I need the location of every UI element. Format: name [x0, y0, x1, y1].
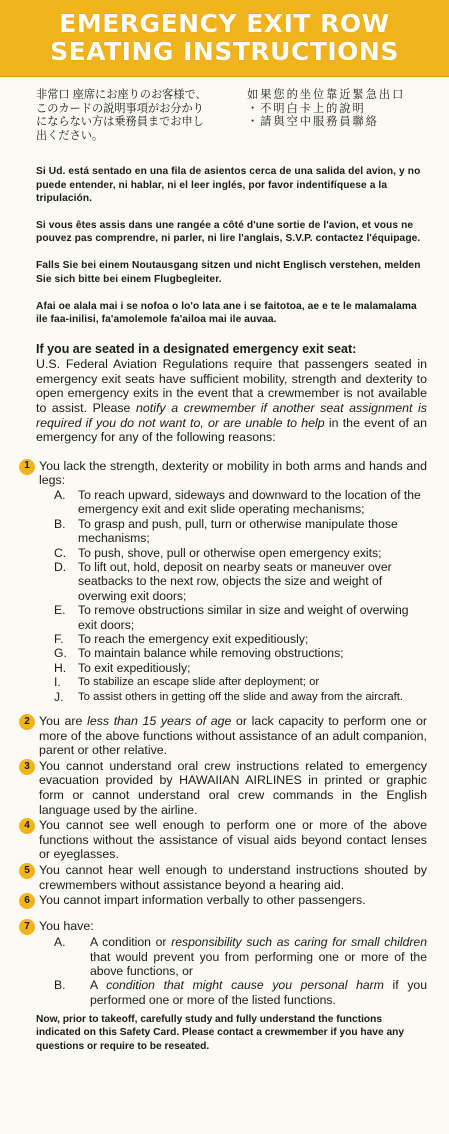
number-badge: 2 — [19, 714, 35, 730]
list-item: 1 You lack the strength, dexterity or mobility in both arms and hands and legs: — [36, 459, 427, 488]
list-item: 7 You have: — [36, 919, 427, 935]
sub-item-letter: E. — [54, 603, 66, 618]
number-badge: 6 — [19, 893, 35, 909]
sub-item-text: To reach upward, sideways and downward to the location of the emergency exit and exit slide operating mechanisms; — [78, 487, 421, 517]
card-header — [0, 0, 449, 77]
sub-item-text: To grasp and push, pull, turn or otherwise manipulate those mechanisms; — [78, 516, 398, 546]
sub-item-text: A condition or responsibility such as caring for small children that would prevent you from performing one or more of the above functions, or — [90, 935, 427, 978]
japanese-line: 非常口 座席にお座りのお客様で、 — [36, 89, 207, 101]
chinese-line: ・不明白卡上的說明 — [247, 102, 366, 115]
number-badge: 3 — [19, 759, 35, 775]
header-title-line2: SEATING INSTRUCTIONS — [50, 37, 399, 66]
sub-item — [54, 560, 427, 603]
section-title: If you are seated in a designated emergency exit seat: — [36, 342, 357, 357]
list-item: 4 You cannot see well enough to perform one or more of the above functions without the assistance of visual aids beyond contact lenses or eyeglasses. — [36, 818, 427, 862]
number-badge: 5 — [19, 863, 35, 879]
sub-item-letter: A. — [54, 487, 66, 502]
sub-item-letter: C. — [54, 545, 67, 560]
section-intro: U.S. Federal Aviation Regulations require that passengers seated in emergency exit seats have sufficient mobility, strength and dexterity to open emergency exits in the event that a crewmember is not available to assist. Please notify a crewmember if another seat assignment is required if you do not want to, or are unable to help in the event of an emergency for any of the following reasons: — [36, 357, 427, 445]
samoan-notice: Afai oe alala mai i se nofoa o lo'o lata ane i se faitotoa, ae e te le malamalama ile faa-inilisi, fa'amolemole fa'ailoa mai ile auvaa. — [36, 300, 417, 325]
japanese-line: にならない方は乗務員までお申し — [36, 116, 204, 129]
sub-item — [54, 978, 427, 1007]
sub-item — [54, 646, 427, 660]
sub-item — [54, 488, 427, 517]
sub-item-letter: H. — [54, 660, 67, 675]
sub-item-letter: B. — [54, 516, 66, 531]
sub-item — [54, 661, 427, 675]
sublist-abilities — [36, 488, 427, 704]
sub-item — [54, 675, 427, 689]
sub-item-letter: I. — [54, 675, 61, 690]
sub-item-text: To maintain balance while removing obstructions; — [78, 646, 344, 661]
sub-item-letter: B. — [54, 978, 66, 993]
japanese-line: 出ください。 — [36, 129, 104, 142]
number-badge: 4 — [19, 818, 35, 834]
sub-item — [54, 632, 427, 646]
sub-item-text: To lift out, hold, deposit on nearby seats or maneuver over seatbacks to the next row, objects the size and weight of overwing exit doors; — [78, 559, 392, 603]
sub-item-letter: A. — [54, 935, 66, 950]
sub-item — [54, 690, 427, 704]
list-item: 5 You cannot hear well enough to understand instructions shouted by crewmembers without assistance beyond a hearing aid. — [36, 863, 427, 892]
sub-item-text: To reach the emergency exit expeditiously; — [78, 632, 309, 647]
sub-item-text: To assist others in getting off the slide and away from the aircraft. — [78, 690, 404, 703]
spanish-notice: Si Ud. está sentado en una fila de asientos cerca de una salida del avion, y no puede entender, ni hablar, ni el leer inglés, por favor indentifíquese a la tripulación. — [36, 166, 421, 204]
japanese-line: このカードの説明事項がお分かり — [36, 102, 204, 115]
french-notice: Si vous êtes assis dans une rangée a côté d'une sortie de l'avion, et vous ne pouvez pas comprendre, ni parler, ni lire l'anglais, S.V.P. contactez l'équipage. — [36, 219, 421, 245]
number-badge: 1 — [19, 459, 35, 475]
sub-item — [54, 517, 427, 546]
german-notice: Falls Sie bei einem Noutausgang sitzen und nicht Englisch verstehen, melden Sie sich bitte bei einem Flugbegleiter. — [36, 260, 421, 285]
sub-item-text: To remove obstructions similar in size and weight of overwing exit doors; — [78, 603, 409, 632]
sub-item-letter: D. — [54, 559, 67, 574]
number-badge: 7 — [19, 919, 35, 935]
sub-item-letter: F. — [54, 632, 64, 647]
sub-item-text: To exit expeditiously; — [78, 660, 191, 675]
sub-item — [54, 603, 427, 632]
chinese-notice — [247, 89, 427, 143]
sub-item-text: To push, shove, pull or otherwise open emergency exits; — [78, 545, 382, 560]
sub-item-text: A condition that might cause you personal harm if you performed one or more of the listed functions. — [90, 978, 427, 1007]
sub-item-text: To stabilize an escape slide after deployment; or — [78, 676, 320, 689]
final-instructions: Now, prior to takeoff, carefully study and fully understand the functions indicated on this Safety Card. Please contact a crewmember if you have any questions or require to be reseated. — [36, 1014, 405, 1052]
japanese-notice — [36, 89, 241, 143]
sub-item-letter: J. — [54, 689, 64, 704]
list-item: 6 You cannot impart information verbally to other passengers. — [36, 893, 427, 909]
sub-item-letter: G. — [54, 646, 67, 661]
asian-notice — [36, 89, 427, 143]
sublist-conditions — [36, 935, 427, 1007]
header-title-line1: EMERGENCY EXIT ROW — [59, 9, 390, 38]
sub-item — [54, 546, 427, 560]
list-item: 2 You are less than 15 years of age or lack capacity to perform one or more of the above functions without assistance of an adult companion, parent or other relative. — [36, 714, 427, 758]
chinese-line: 如果您的坐位靠近緊急出口 — [247, 89, 406, 101]
card-content — [0, 77, 449, 1053]
chinese-line: ・請與空中服務員聯絡 — [247, 116, 379, 129]
sub-item — [54, 935, 427, 978]
list-item: 3 You cannot understand oral crew instructions related to emergency evacuation provided by HAWAIIAN AIRLINES in printed or graphic form or cannot understand oral crew commands in the English language used by the airline. — [36, 759, 427, 817]
